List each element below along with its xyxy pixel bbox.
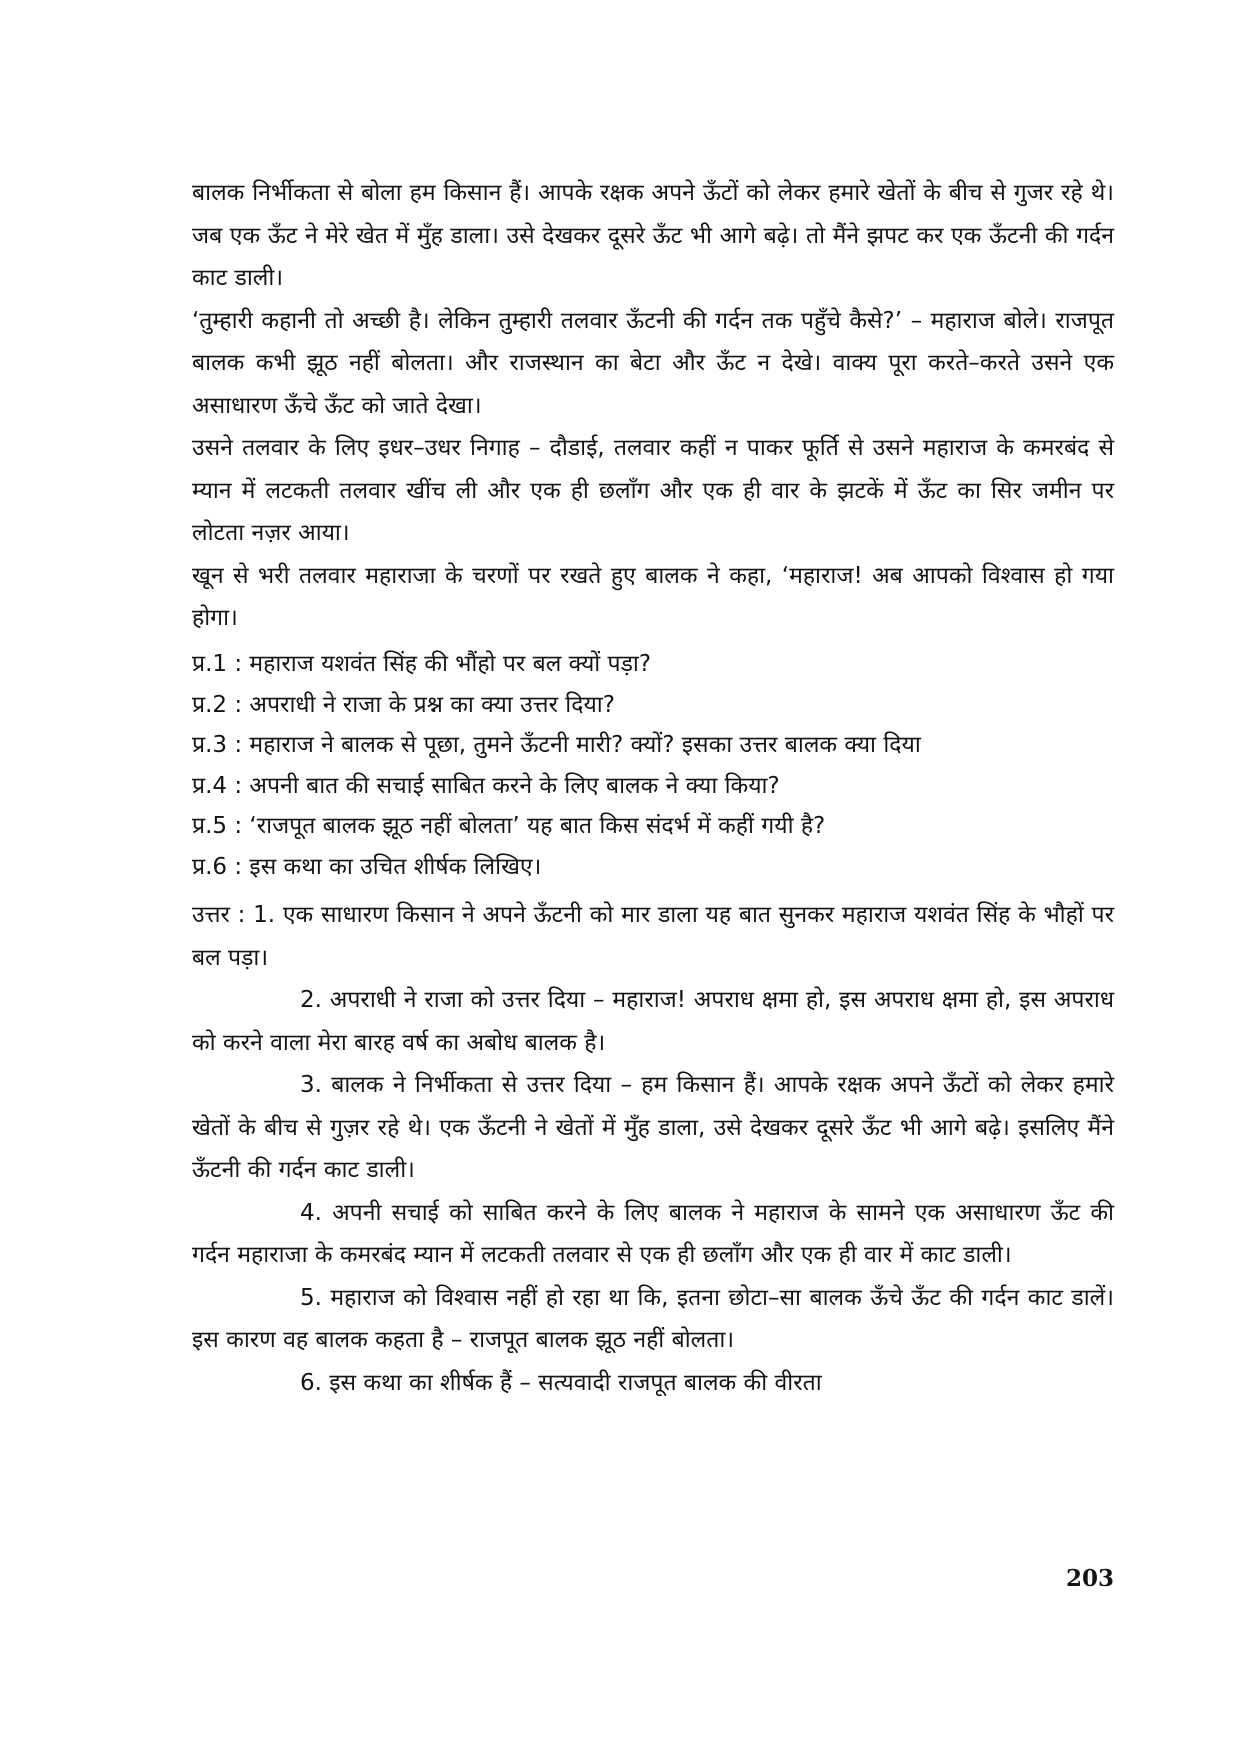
question-list — [192, 644, 1114, 887]
story-paragraph: बालक निर्भीकता से बोला हम किसान हैं। आपके रक्षक अपने ऊँटों को लेकर हमारे खेतों के बीच से गुजर रहे थे। जब एक ऊँट ने मेरे खेत में मुँह डाला। उसे देखकर दूसरे ऊँट भी आगे बढ़े। तो मैंने झपट कर एक ऊँटनी की गर्दन काट डाली। — [192, 180, 1114, 291]
answer-item: 6. इस कथा का शीर्षक हैं – सत्यवादी राजपूत बालक की वीरता — [300, 1369, 822, 1396]
question-item: प्र.4 : अपनी बात की सचाई साबित करने के लिए बालक ने क्या किया? — [192, 772, 780, 799]
story-passage — [192, 172, 1114, 640]
answer-item: उत्तर : 1. एक साधारण किसान ने अपने ऊँटनी को मार डाला यह बात सुनकर महाराज यशवंत सिंह के भौहों पर बल पड़ा। — [192, 902, 1114, 971]
question-item: प्र.1 : महाराज यशवंत सिंह की भौंहो पर बल क्यों पड़ा? — [192, 651, 652, 677]
story-paragraph: खून से भरी तलवार महाराजा के चरणों पर रखते हुए बालक ने कहा, ‘महाराज! अब आपको विश्वास हो गया होगा। — [192, 562, 1114, 631]
answer-list — [192, 894, 1114, 1404]
question-item: प्र.5 : ‘राजपूत बालक झूठ नहीं बोलता’ यह बात किस संदर्भ में कहीं गयी है? — [192, 813, 826, 839]
page-number: 203 — [1065, 1565, 1114, 1592]
answer-item: 4. अपनी सचाई को साबित करने के लिए बालक ने महाराज के सामने एक असाधारण ऊँट की गर्दन महाराजा के कमरबंद म्यान में लटकती तलवार से एक ही छलाँग और एक ही वार में काट डाली। — [192, 1199, 1114, 1268]
question-item: प्र.3 : महाराज ने बालक से पूछा, तुमने ऊँटनी मारी? क्यों? इसका उत्तर बालक क्या दिया — [192, 732, 921, 758]
story-paragraph: उसने तलवार के लिए इधर–उधर निगाह – दौडाई, तलवार कहीं न पाकर फूर्ति से उसने महाराज के कमरबंद से म्यान में लटकती तलवार खींच ली और एक ही छलाँग और एक ही वार के झटकें में ऊँट का सिर जमीन पर लोटता नज़र आया। — [192, 435, 1114, 546]
answer-item: 3. बालक ने निर्भीकता से उत्तर दिया – हम किसान हैं। आपके रक्षक अपने ऊँटों को लेकर हमारे खेतों के बीच से गुज़र रहे थे। एक ऊँटनी ने खेतों में मुँह डाला, उसे देखकर दूसरे ऊँट भी आगे बढ़े। इसलिए मैंने ऊँटनी की गर्दन काट डाली। — [192, 1072, 1114, 1183]
question-item: प्र.2 : अपराधी ने राजा के प्रश्न का क्या उत्तर दिया? — [192, 691, 615, 718]
story-paragraph: ‘तुम्हारी कहानी तो अच्छी है। लेकिन तुम्हारी तलवार ऊँटनी की गर्दन तक पहुँचे कैसे?’ – महाराज बोले। राजपूत बालक कभी झूठ नहीं बोलता। और राजस्थान का बेटा और ऊँट न देखे। वाक्य पूरा करते–करते उसने एक असाधारण ऊँचे ऊँट को जाते देखा। — [192, 307, 1114, 419]
question-item: प्र.6 : इस कथा का उचित शीर्षक लिखिए। — [192, 853, 542, 880]
answer-item: 5. महाराज को विश्वास नहीं हो रहा था कि, इतना छोटा–सा बालक ऊँचे ऊँट की गर्दन काट डालें। इस कारण वह बालक कहता है – राजपूत बालक झूठ नहीं बोलता। — [192, 1284, 1114, 1353]
answer-item: 2. अपराधी ने राजा को उत्तर दिया – महाराज! अपराध क्षमा हो, इस अपराध क्षमा हो, इस अपराध को करने वाला मेरा बारह वर्ष का अबोध बालक है। — [192, 987, 1114, 1056]
